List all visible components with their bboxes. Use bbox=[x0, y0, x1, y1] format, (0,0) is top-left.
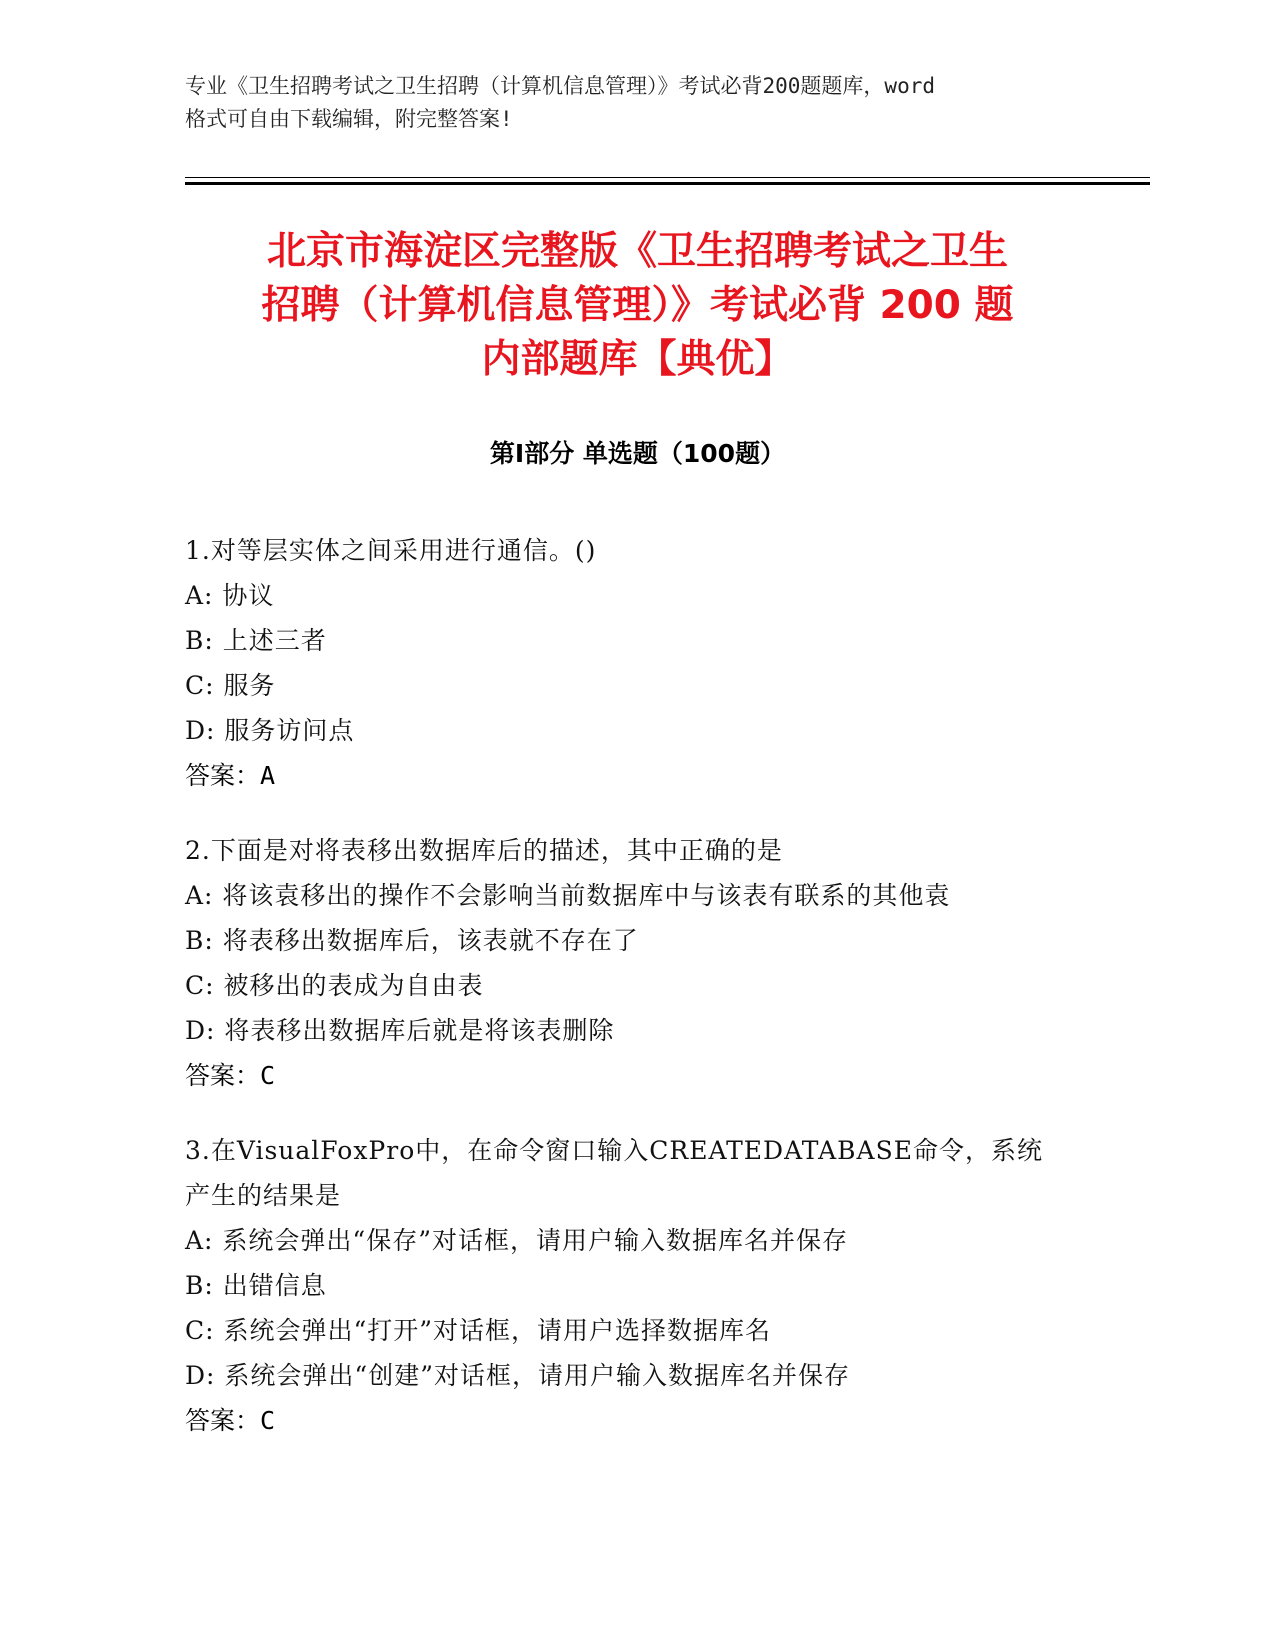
option-a: A: 将该袁移出的操作不会影响当前数据库中与该表有联系的其他袁 bbox=[185, 881, 951, 910]
option-d: D: 将表移出数据库后就是将该表删除 bbox=[185, 1016, 615, 1045]
question-stem: 3.在VisualFoxPro中，在命令窗口输入CREATEDATABASE命令，系统产生的结果是 bbox=[185, 1136, 1043, 1210]
document-title-line3: 内部题库【典优】 bbox=[481, 337, 794, 382]
document-title-line2: 招聘（计算机信息管理）》考试必背 200 题 bbox=[261, 283, 1014, 328]
option-b: B: 出错信息 bbox=[185, 1271, 327, 1300]
header-divider-thick bbox=[185, 182, 1150, 185]
answer-label: 答案： bbox=[185, 761, 261, 790]
option-b: B: 上述三者 bbox=[185, 626, 327, 655]
option-a: A: 协议 bbox=[185, 581, 275, 610]
header-note-line1: 专业《卫生招聘考试之卫生招聘（计算机信息管理）》考试必背200题题库，word bbox=[185, 74, 935, 98]
answer-label: 答案： bbox=[185, 1406, 261, 1435]
answer-line bbox=[185, 1398, 1065, 1443]
question-1 bbox=[185, 528, 1065, 798]
option-b: B: 将表移出数据库后，该表就不存在了 bbox=[185, 926, 639, 955]
header-note bbox=[185, 70, 1085, 136]
answer-label: 答案： bbox=[185, 1061, 261, 1090]
question-2 bbox=[185, 828, 1065, 1098]
answer-line bbox=[185, 753, 1065, 798]
option-c: C: 系统会弹出“打开”对话框，请用户选择数据库名 bbox=[185, 1316, 772, 1345]
option-d: D: 服务访问点 bbox=[185, 716, 355, 745]
option-c: C: 被移出的表成为自由表 bbox=[185, 971, 484, 1000]
section-heading: 第Ⅰ部分 单选题（100题） bbox=[489, 439, 786, 468]
document-title-line1: 北京市海淀区完整版《卫生招聘考试之卫生 bbox=[266, 229, 1008, 274]
answer-value: C bbox=[260, 1061, 276, 1090]
question-stem: 2.下面是对将表移出数据库后的描述，其中正确的是 bbox=[185, 836, 783, 865]
header-divider-thin bbox=[185, 177, 1150, 178]
document-title bbox=[185, 225, 1090, 387]
header-note-line2: 格式可自由下载编辑，附完整答案! bbox=[185, 107, 513, 131]
option-d: D: 系统会弹出“创建”对话框，请用户输入数据库名并保存 bbox=[185, 1361, 850, 1390]
option-c: C: 服务 bbox=[185, 671, 276, 700]
question-list bbox=[185, 528, 1065, 1473]
question-3 bbox=[185, 1128, 1065, 1443]
option-a: A: 系统会弹出“保存”对话框，请用户输入数据库名并保存 bbox=[185, 1226, 848, 1255]
question-stem: 1.对等层实体之间采用进行通信。() bbox=[185, 536, 597, 565]
answer-value: A bbox=[260, 761, 276, 790]
answer-value: C bbox=[260, 1406, 276, 1435]
answer-line bbox=[185, 1053, 1065, 1098]
